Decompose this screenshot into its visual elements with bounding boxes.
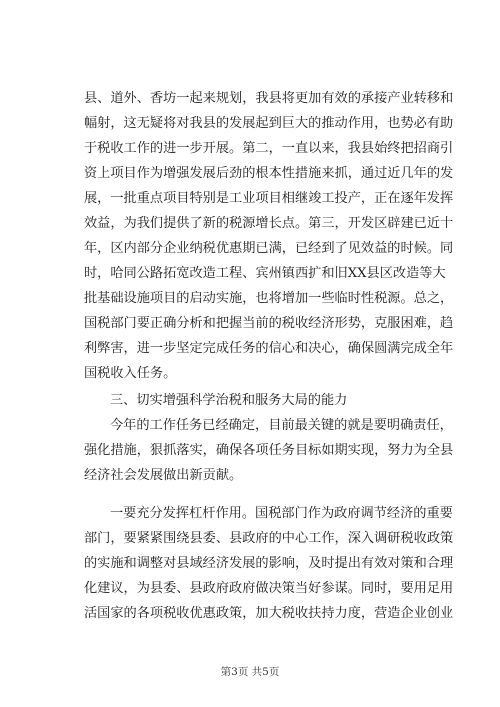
text-line: 的实施和调整对县域经济发展的影响，及时提出有效对策和合理 [84,556,454,571]
paragraph-3 [84,501,454,626]
text-line: 今年的工作任务已经确定，目前最关键的就是要明确责任， [110,418,453,433]
section-heading: 三、切实增强科学治税和服务大局的能力 [110,393,348,408]
text-line: 时，哈同公路拓宽改造工程、宾州镇西扩和旧XX县区改造等大 [84,266,446,281]
page-number-footer: 第3页 共5页 [220,666,280,678]
text-line: 利弊害，进一步坚定完成任务的信心和决心，确保圆满完成全年 [84,341,454,356]
text-line: 年，区内部分企业纳税优惠期已满，已经到了见效益的时候。同 [84,241,454,256]
text-line: 经济社会发展做出新贡献。 [84,468,243,483]
text-line: 县、道外、香坊一起来规划，我县将更加有效的承接产业转移和 [84,91,454,106]
text-line: 国税部门要正确分析和把握当前的税收经济形势，克服困难，趋 [84,316,454,331]
text-line: 批基础设施项目的启动实施，也将增加一些临时性税源。总之， [84,291,454,306]
text-line: 活国家的各项税收优惠政策，加大税收扶持力度，营造企业创业 [84,606,454,621]
document-body [84,86,454,626]
text-line: 效益，为我们提供了新的税源增长点。第三，开发区辟建已近十 [84,216,454,231]
paragraph-2 [84,413,454,488]
text-line: 幅射，这无疑将对我县的发展起到巨大的推动作用，也势必有助 [84,116,454,131]
text-line: 展，一批重点项目特别是工业项目相继竣工投产，正在逐年发挥 [84,191,454,206]
paragraph-1 [84,86,454,386]
text-line: 化建议，为县委、县政府政府做决策当好参谋。同时，要用足用 [84,581,454,596]
text-line: 于税收工作的进一步开展。第二，一直以来，我县始终把招商引 [84,141,454,156]
text-line: 资上项目作为增强发展后劲的根本性措施来抓，通过近几年的发 [84,166,454,181]
paragraph-spacer [84,488,418,501]
text-line: 一要充分发挥杠杆作用。国税部门作为政府调节经济的重要 [110,506,453,521]
text-line: 国税收入任务。 [84,366,177,381]
text-line: 强化措施，狠抓落实，确保各项任务目标如期实现，努力为全县 [84,443,454,458]
text-line: 部门，要紧紧围绕县委、县政府的中心工作，深入调研税收政策 [84,531,454,546]
